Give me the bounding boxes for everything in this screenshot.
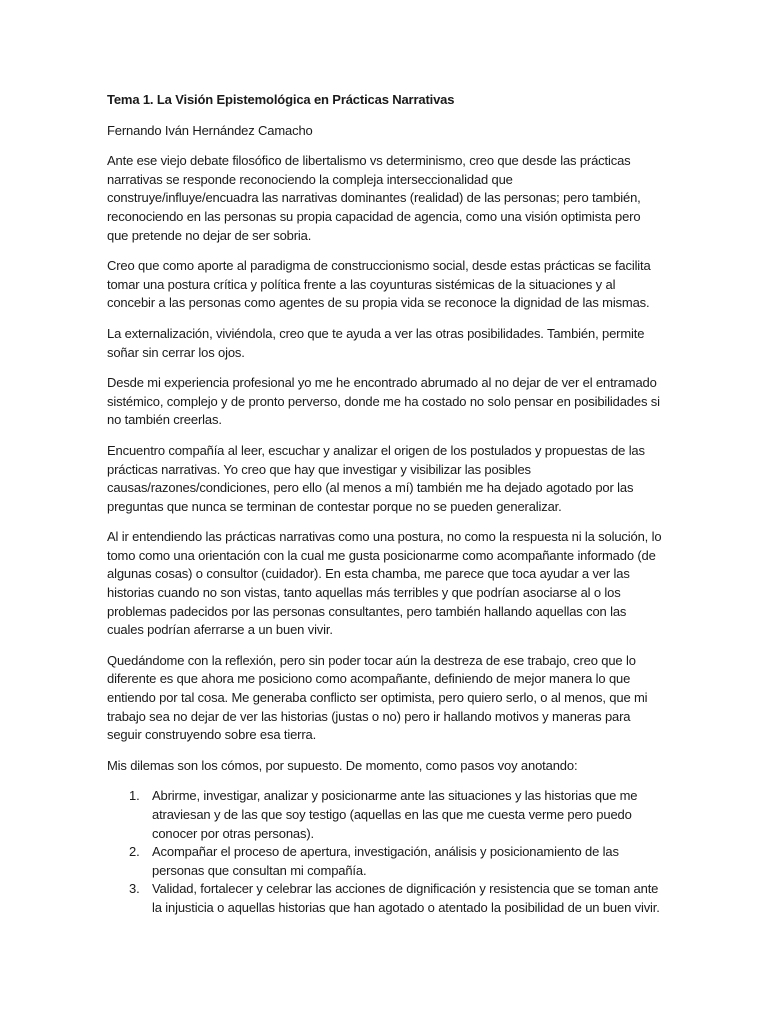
- paragraph-5: Encuentro compañía al leer, escuchar y analizar el origen de los postulados y propuestas de las prácticas narrativas. Yo creo que hay que investigar y visibilizar las posibles causas/razones/condiciones, pero ello (al menos a mí) también me ha dejado agotado por las preguntas que nunca se terminan de contestar porque no se pueden generalizar.: [107, 442, 645, 514]
- document-page: [107, 91, 663, 918]
- list-item: [107, 843, 663, 880]
- list-item-text: Acompañar el proceso de apertura, investigación, análisis y posicionamiento de las personas que consultan mi compañía.: [152, 844, 619, 878]
- list-item: [107, 787, 663, 843]
- list-item-number: 1.: [129, 788, 140, 804]
- paragraph-7: Quedándome con la reflexión, pero sin poder tocar aún la destreza de ese trabajo, creo que lo diferente es que ahora me posiciono como acompañante, definiendo de mejor manera lo que entiendo por tal cosa. Me generaba conflicto ser optimista, pero quiero serlo, o al menos, que mi trabajo sea no dejar de ver las historias (justas o no) pero ir hallando motivos y maneras para seguir construyendo sobre esa tierra.: [107, 652, 648, 743]
- paragraph-3: La externalización, viviéndola, creo que te ayuda a ver las otras posibilidades. También, permite soñar sin cerrar los ojos.: [107, 325, 645, 360]
- list-item-text: Validad, fortalecer y celebrar las acciones de dignificación y resistencia que se toman ante la injusticia o aquellas historias que han agotado o atentado la posibilidad de un buen vivir.: [152, 881, 660, 915]
- list-item-number: 2.: [129, 844, 140, 860]
- list-item: [107, 880, 663, 917]
- paragraph-6: Al ir entendiendo las prácticas narrativas como una postura, no como la respuesta ni la solución, lo tomo como una orientación con la cual me gusta posicionarme como acompañante informado (de algunas cosas) o consultor (cuidador). En esta chamba, me parece que toca ayudar a ver las historias cuando no son vistas, tanto aquellas más terribles y que podrían asociarse al o los problemas padecidos por las personas consultantes, pero también hallando aquellas con las cuales podrían aferrarse a un buen vivir.: [107, 529, 662, 638]
- paragraph-8: Mis dilemas son los cómos, por supuesto. De momento, como pasos voy anotando:: [107, 757, 578, 773]
- document-author: Fernando Iván Hernández Camacho: [107, 122, 313, 138]
- paragraph-2: Creo que como aporte al paradigma de construccionismo social, desde estas prácticas se facilita tomar una postura crítica y política frente a las coyunturas sistémicas de la situaciones y al concebir a las personas como agentes de su propia vida se reconoce la dignidad de las mismas.: [107, 258, 651, 311]
- paragraph-1: Ante ese viejo debate filosófico de libertalismo vs determinismo, creo que desde las prácticas narrativas se responde reconociendo la compleja interseccionalidad que construye/influye/encuadra las narrativas dominantes (realidad) de las personas; pero también, reconociendo en las personas su propia capacidad de agencia, como una visión optimista pero que pretende no dejar de ser sobria.: [107, 153, 641, 243]
- steps-list: [107, 787, 663, 917]
- document-title: Tema 1. La Visión Epistemológica en Prácticas Narrativas: [107, 92, 455, 107]
- list-item-number: 3.: [129, 881, 140, 897]
- paragraph-4: Desde mi experiencia profesional yo me he encontrado abrumado al no dejar de ver el entramado sistémico, complejo y de pronto perverso, donde me ha costado no solo pensar en posibilidades si no también creerlas.: [107, 375, 660, 428]
- list-item-text: Abrirme, investigar, analizar y posicionarme ante las situaciones y las historias que me atraviesan y de las que soy testigo (aquellas en las que me cuesta verme pero puedo conocer por otras personas).: [152, 788, 638, 841]
